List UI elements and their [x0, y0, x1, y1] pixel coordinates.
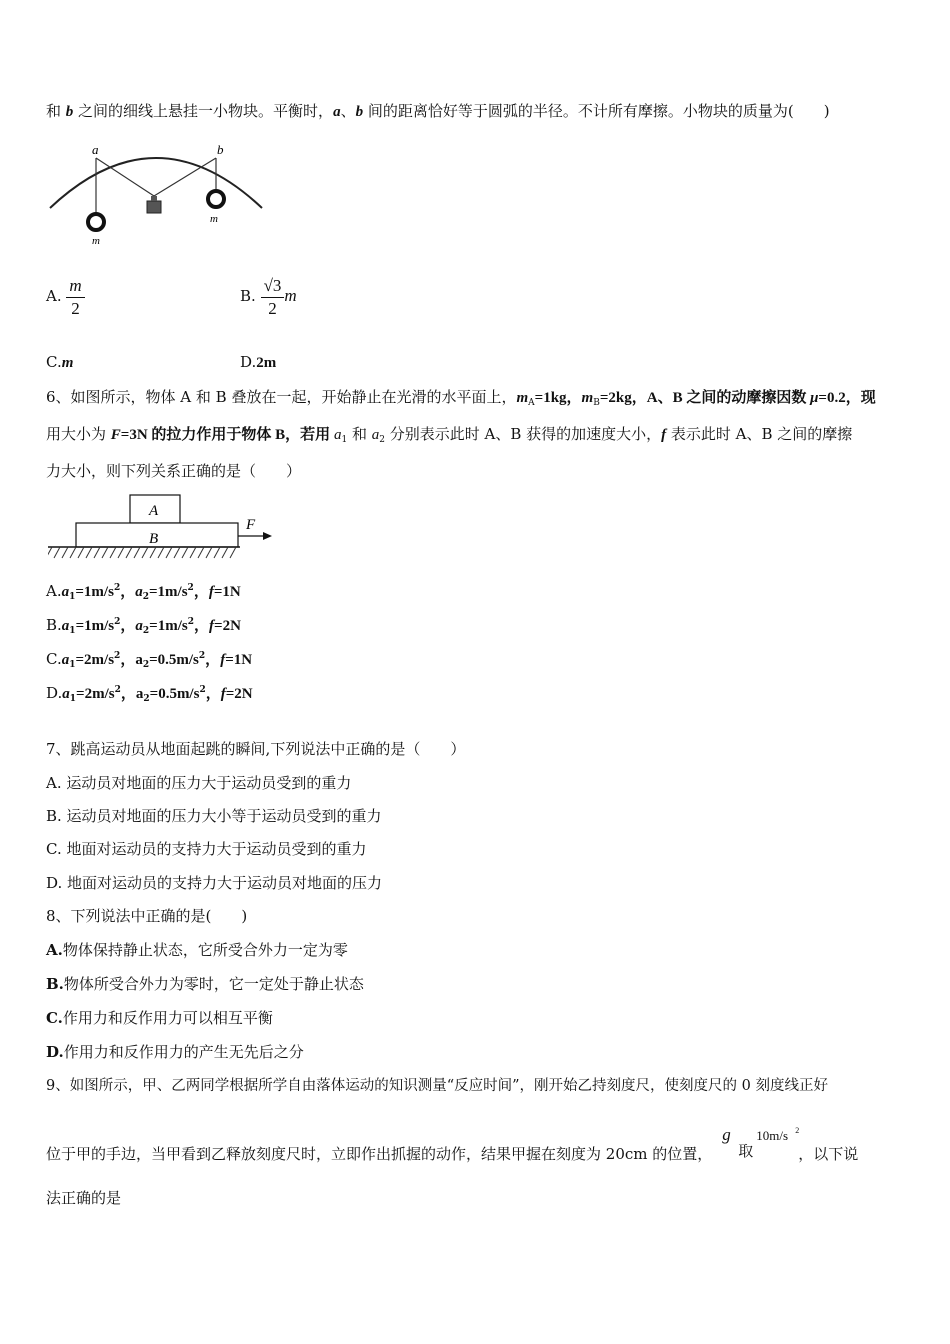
sup: 2: [114, 651, 121, 661]
sub: 2: [142, 660, 150, 670]
value-a1: =1m/s: [75, 618, 115, 634]
sup: 2: [187, 617, 194, 627]
sup: 2: [114, 617, 121, 627]
string-a-block: [96, 158, 154, 196]
var-a: a: [61, 618, 70, 634]
option-label: A.: [46, 582, 62, 600]
q5-option-b: [240, 274, 297, 320]
ground-hatching: [48, 547, 236, 558]
var-a: a: [61, 652, 70, 668]
comma: ，: [120, 650, 136, 668]
var-a: a: [371, 427, 380, 443]
q8-stem: 8、下列说法中正确的是( ): [46, 907, 248, 925]
var-a: a: [135, 618, 143, 634]
text: 和: [46, 102, 66, 120]
value-a1: =2m/s: [75, 652, 115, 668]
force-arrow-head: [263, 532, 272, 540]
sub: 2: [142, 592, 149, 602]
q6-option-b: [46, 612, 241, 641]
option-label: B.: [46, 616, 62, 634]
numerator: m: [66, 275, 84, 298]
sub: 2: [143, 694, 150, 704]
text: =1kg，: [534, 390, 582, 406]
comma: ，: [193, 582, 209, 600]
option-text: 作用力和反作用力可以相互平衡: [62, 1009, 273, 1027]
q7-option-c: C. 地面对运动员的支持力大于运动员受到的重力: [46, 840, 367, 858]
var-g: g: [722, 1125, 731, 1144]
sup: 2: [199, 685, 206, 695]
option-text: 物体保持静止状态，它所受合外力一定为零: [62, 941, 348, 959]
value-f: =2N: [214, 618, 241, 634]
text: =0.2，现: [818, 390, 876, 406]
text: =3N 的拉力作用于物体 B，若用: [120, 427, 334, 443]
label-block-a: A: [149, 503, 159, 519]
q7-stem: 7、跳高运动员从地面起跳的瞬间,下列说法中正确的是（ ）: [46, 740, 466, 758]
value-f: =2N: [225, 686, 253, 702]
fraction: [261, 275, 285, 320]
sub: 1: [69, 626, 76, 636]
var-m: m: [516, 390, 529, 406]
q7-option-b: B. 运动员对地面的压力大小等于运动员受到的重力: [46, 807, 382, 825]
q6-stem-line2: [46, 424, 852, 450]
text: 和: [347, 425, 372, 443]
label-a: a: [92, 142, 99, 157]
q8-option-b: [46, 974, 364, 994]
comma: ，: [194, 616, 210, 634]
g-exponent: 2: [795, 1126, 800, 1135]
var-a: a: [135, 584, 143, 600]
var-f: f: [220, 686, 226, 702]
q5-option-d: [240, 352, 276, 373]
numerator: √3: [261, 275, 285, 298]
value-a2: =1m/s: [148, 584, 188, 600]
comma: ，: [120, 684, 136, 702]
var-f: f: [661, 427, 667, 443]
q6-stem-line1: [46, 387, 876, 413]
value-a2: =0.5m/s: [149, 686, 200, 702]
label-mass-left: m: [92, 235, 100, 247]
text: 6、如图所示，物体 A 和 B 叠放在一起，开始静止在光滑的水平面上，: [46, 388, 517, 406]
var-f: f: [209, 618, 215, 634]
var-b: b: [65, 104, 74, 120]
value-a2: =1m/s: [149, 618, 188, 634]
text: 间的距离恰好等于圆弧的半径。不计所有摩擦。小物块的质量为( ): [363, 102, 830, 120]
comma: ，: [120, 616, 136, 634]
q5-option-a: [46, 274, 85, 320]
value-a2: =0.5m/s: [149, 652, 199, 668]
g-value: 10m/s: [756, 1128, 789, 1143]
g-value-formula: [712, 1125, 800, 1160]
q9-stem-line2: [46, 1125, 859, 1164]
value-f: =1N: [213, 584, 241, 600]
text: 表示此时 A、B 之间的摩擦: [666, 425, 853, 443]
sup: 2: [114, 685, 121, 695]
denominator: 2: [268, 298, 277, 318]
string-block-b: [154, 158, 216, 196]
value-a1: =2m/s: [76, 686, 115, 702]
label-mass-right: m: [210, 213, 218, 225]
sub: 1: [69, 694, 77, 704]
text: 用大小为: [46, 425, 111, 443]
small-block: [147, 201, 161, 213]
denominator: 2: [71, 298, 80, 318]
var-mu: μ: [810, 390, 819, 406]
sub: 1: [341, 435, 348, 445]
ring-right: [208, 191, 224, 207]
text: ，以下说: [798, 1145, 859, 1163]
q8-option-c: [46, 1008, 273, 1028]
q5-stem: [46, 101, 830, 122]
var-a: a: [135, 652, 143, 668]
q8-option-d: [46, 1042, 304, 1062]
label-b: b: [217, 142, 224, 157]
mass-symbol: m: [284, 286, 297, 305]
option-label: A.: [46, 287, 62, 305]
q9-stem-line3: 法正确的是: [46, 1189, 122, 1207]
option-value: 2m: [256, 355, 277, 371]
comma: ，: [120, 582, 136, 600]
comma: ，: [205, 650, 221, 668]
q6-option-a: [46, 578, 241, 607]
var-f: f: [208, 584, 214, 600]
option-label: A.: [46, 941, 63, 959]
q7-option-d: D. 地面对运动员的支持力大于运动员对地面的压力: [46, 874, 383, 892]
q6-stem-line3: 力大小，则下列关系正确的是（ ）: [46, 462, 302, 480]
var-a: a: [333, 427, 342, 443]
q9-stem-line1: 9、如图所示，甲、乙两同学根据所学自由落体运动的知识测量“反应时间”，刚开始乙持刻度尺，使刻度尺的 0 刻度线正好: [46, 1078, 828, 1094]
q5-option-c: [46, 352, 73, 373]
fraction: [66, 275, 84, 320]
var-f: f: [220, 652, 226, 668]
sub: 2: [142, 626, 150, 636]
text: 、: [340, 102, 356, 120]
take-label: 取: [738, 1142, 754, 1160]
option-label: D.: [46, 1043, 64, 1061]
option-label: B.: [240, 287, 256, 305]
option-text: 物体所受合外力为零时，它一定处于静止状态: [63, 975, 364, 993]
option-label: B.: [46, 975, 64, 993]
value-f: =1N: [225, 652, 253, 668]
sup: 2: [113, 583, 121, 593]
value-a1: =1m/s: [75, 584, 114, 600]
var-a: a: [333, 104, 341, 120]
text: 位于甲的手边，当甲看到乙释放刻度尺时，立即作出抓握的动作，结果甲握在刻度为 20cm 的位置，: [46, 1145, 713, 1163]
q7-option-a: A. 运动员对地面的压力大于运动员受到的重力: [46, 774, 352, 792]
sub: A: [528, 398, 535, 408]
q6-option-d: [46, 680, 253, 709]
label-force: F: [246, 517, 256, 533]
comma: ，: [205, 684, 221, 702]
q8-option-a: [46, 940, 348, 960]
label-block-b: B: [149, 531, 159, 547]
q5-arc-figure: [44, 138, 268, 250]
sub: 1: [69, 592, 76, 602]
option-label: C.: [46, 650, 62, 668]
sub: 2: [379, 435, 385, 445]
q6-blocks-figure: [48, 492, 282, 562]
sub: 1: [69, 660, 76, 670]
option-label: C.: [46, 353, 62, 371]
var-a: a: [62, 686, 70, 702]
sup: 2: [187, 583, 194, 593]
option-value: m: [61, 355, 74, 371]
q6-option-c: [46, 646, 252, 675]
block-hook: [151, 196, 157, 201]
text: 分别表示此时 A、B 获得的加速度大小，: [384, 425, 662, 443]
var-a: a: [61, 584, 70, 600]
ring-left: [88, 214, 104, 230]
option-label: D.: [240, 353, 257, 371]
option-label: C.: [46, 1009, 63, 1027]
text: 之间的细线上悬挂一小物块。平衡时，: [73, 102, 334, 120]
text: =2kg，A、B 之间的动摩擦因数: [599, 390, 811, 406]
var-b: b: [355, 104, 364, 120]
option-label: D.: [46, 684, 63, 702]
option-text: 作用力和反作用力的产生无先后之分: [63, 1043, 304, 1061]
var-F: F: [110, 427, 121, 443]
var-a: a: [135, 686, 144, 702]
sub: B: [593, 398, 600, 408]
sup: 2: [198, 651, 206, 661]
var-m: m: [581, 390, 594, 406]
